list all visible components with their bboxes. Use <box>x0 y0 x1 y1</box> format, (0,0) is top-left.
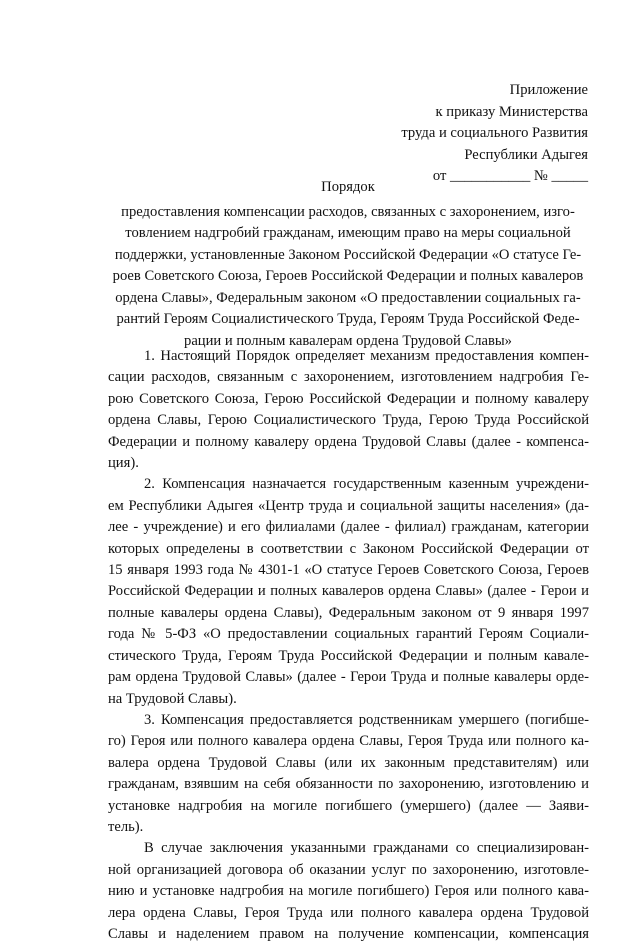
title-line: товлением надгробий гражданам, имеющим право на меры социальной <box>125 225 571 241</box>
appendix-line: к приказу Министерства <box>435 103 588 120</box>
title-line: рантий Героям Социалистического Труда, Героям Труда Российской Феде- <box>116 311 580 327</box>
title-heading: Порядок <box>321 179 375 195</box>
body-line: рою Советского Союза, Герою Российской Федерации и полному кавалеру <box>108 390 589 407</box>
body-line: 2. Компенсация назначается государственным казенным учреждени- <box>144 476 589 493</box>
appendix-date-number-line: от ___________ № _____ <box>432 168 588 184</box>
body-line: сации расходов, связанным с захоронением, изготовлением надгробия Ге- <box>108 369 589 386</box>
body-line: нию и установке надгробия на могиле погибшего) Героя или полного кава- <box>108 883 589 900</box>
body-line: года № 5-ФЗ «О предоставлении социальных гарантий Героям Социали- <box>108 626 589 643</box>
body-line: полные кавалеры ордена Славы), Федеральным законом от 9 января 1997 <box>108 604 589 621</box>
body-line: 15 января 1993 года № 4301-1 «О статусе Героев Советского Союза, Героев <box>108 562 589 579</box>
appendix-line: труда и социального Развития <box>401 125 588 141</box>
body-line: 1. Настоящий Порядок определяет механизм предоставления компен- <box>144 348 589 364</box>
title-line: предоставления компенсации расходов, связанных с захоронением, изго- <box>121 203 575 220</box>
body-line: Российской Федерации и полных кавалеров ордена Славы» (далее - Герои и <box>108 583 589 600</box>
body-line: ция). <box>108 455 139 472</box>
title-line: роев Советского Союза, Героев Российской Федерации и полных кавалеров <box>112 268 584 284</box>
body-line: В случае заключения указанными гражданами со специализирован- <box>144 840 589 857</box>
title-line: ордена Славы», Федеральным законом «О предоставлении социальных га- <box>115 289 581 306</box>
body-line: гражданам, взявшим на себя обязанности по захоронению, изготовлению и <box>108 776 589 793</box>
body-line: лее - учреждение) и его филиалами (далее - филиал) гражданам, категории <box>108 519 589 536</box>
appendix-header <box>328 80 588 188</box>
appendix-line: Республики Адыгея <box>464 146 588 163</box>
body-line: ем Республики Адыгея «Центр труда и социальной защиты населения» (да- <box>108 497 589 514</box>
title-line: поддержки, установленные Законом Российской Федерации «О статусе Ге- <box>114 246 582 263</box>
document-body <box>108 346 589 945</box>
body-line: тель). <box>108 818 144 835</box>
body-line: которых определены в соответствии с Законом Российской Федерации от <box>108 540 589 557</box>
body-line: рам ордена Трудовой Славы» (далее - Герои Труда и полные кавалеры орде- <box>108 669 589 686</box>
body-line: стического Труда, Героям Труда Российской Федерации и полным кавале- <box>108 647 589 664</box>
body-line: лера ордена Славы, Героя Труда или полного кавалера ордена Трудовой <box>108 904 589 921</box>
body-line: установке надгробия на могиле погибшего (умершего) (далее — Заяви- <box>108 797 589 814</box>
body-line: ной организацией договора об оказании услуг по захоронению, изготовле- <box>108 861 589 878</box>
body-line: на Трудовой Славы). <box>108 690 237 707</box>
appendix-line: Приложение <box>509 82 588 98</box>
body-line: валера ордена Трудовой Славы (или их законным представителям) или <box>108 754 589 771</box>
document-title <box>108 177 588 352</box>
body-line: Славы и наделением правом на получение компенсации, компенсация <box>108 925 589 942</box>
title-line: рации и полным кавалерам ордена Трудовой Славы» <box>184 332 512 349</box>
body-line: 3. Компенсация предоставляется родственникам умершего (погибше- <box>144 711 589 728</box>
body-line: Федерации и полному кавалеру ордена Трудовой Славы (далее - компенса- <box>108 433 589 450</box>
body-line: ордена Славы, Герою Социалистического Труда, Герою Труда Российской <box>108 412 589 429</box>
body-line: го) Героя или полного кавалера ордена Славы, Героя Труда или полного ка- <box>108 733 589 750</box>
